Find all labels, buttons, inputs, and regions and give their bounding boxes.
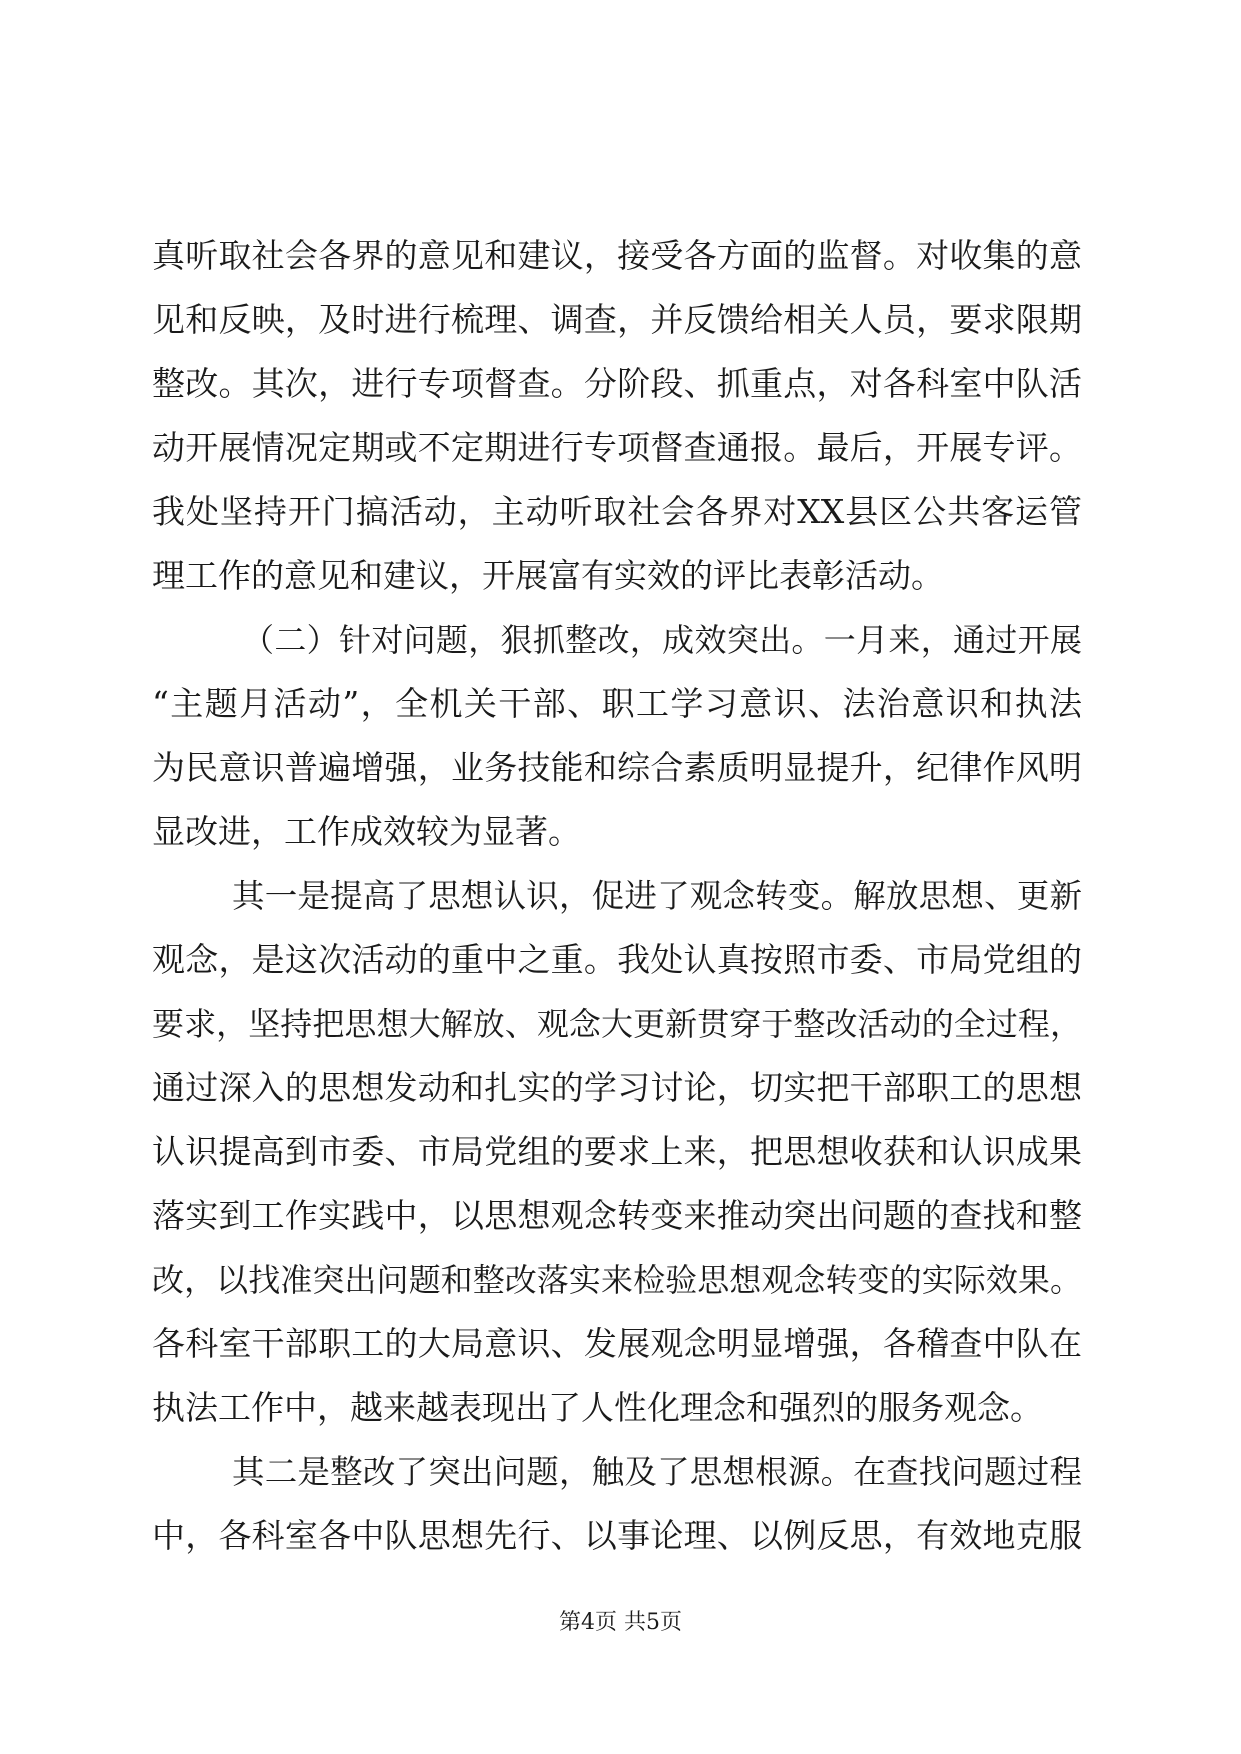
text-line: 各科室干部职工的大局意识、发展观念明显增强，各稽查中队在 — [152, 1324, 1082, 1363]
text-line: 显改进，工作成效较为显著。 — [152, 812, 581, 851]
text-line: 改，以找准突出问题和整改落实来检验思想观念转变的实际效果。 — [152, 1261, 1082, 1299]
text-line: 要求，坚持把思想大解放、观念大更新贯穿于整改活动的全过程， — [152, 1005, 1082, 1043]
text-line: 理工作的意见和建议，开展富有实效的评比表彰活动。 — [152, 556, 944, 595]
text-line: 动开展情况定期或不定期进行专项督查通报。最后，开展专评。 — [152, 428, 1082, 467]
paragraph-first-line: 其一是提高了思想认识，促进了观念转变。解放思想、更新 — [232, 877, 1082, 915]
text-line: 我处坚持开门搞活动，主动听取社会各界对XX县区公共客运管 — [152, 492, 1082, 531]
paragraph-heading-line: （二）针对问题，狠抓整改，成效突出。一月来，通过开展 — [242, 621, 1082, 659]
text-line: 为民意识普遍增强，业务技能和综合素质明显提升，纪律作风明 — [152, 748, 1082, 787]
page-number-footer: 第4页 共5页 — [559, 1610, 682, 1635]
text-line: 执法工作中，越来越表现出了人性化理念和强烈的服务观念。 — [152, 1388, 1043, 1427]
text-line: “主题月活动”，全机关干部、职工学习意识、法治意识和执法 — [152, 684, 1082, 723]
text-line: 认识提高到市委、市局党组的要求上来，把思想收获和认识成果 — [152, 1132, 1082, 1171]
text-line: 中，各科室各中队思想先行、以事论理、以例反思，有效地克服 — [152, 1516, 1082, 1555]
text-line: 观念，是这次活动的重中之重。我处认真按照市委、市局党组的 — [152, 940, 1082, 979]
text-line: 见和反映，及时进行梳理、调查，并反馈给相关人员，要求限期 — [152, 300, 1082, 339]
text-line: 落实到工作实践中，以思想观念转变来推动突出问题的查找和整 — [152, 1196, 1082, 1235]
text-line: 通过深入的思想发动和扎实的学习讨论，切实把干部职工的思想 — [152, 1068, 1082, 1107]
paragraph-first-line: 其二是整改了突出问题，触及了思想根源。在查找问题过程 — [232, 1453, 1082, 1491]
text-line: 真听取社会各界的意见和建议，接受各方面的监督。对收集的意 — [152, 236, 1082, 275]
text-line: 整改。其次，进行专项督查。分阶段、抓重点，对各科室中队活 — [152, 364, 1082, 403]
